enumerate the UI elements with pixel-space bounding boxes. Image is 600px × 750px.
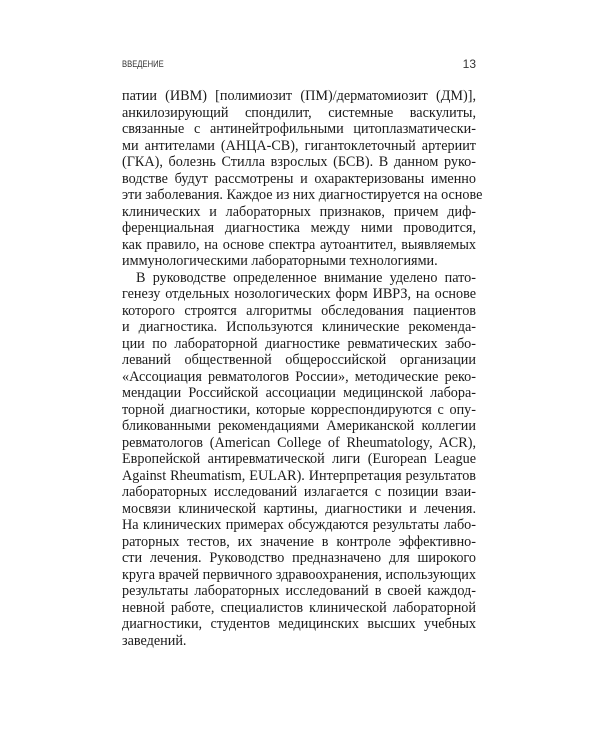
text-line: патии (ИВМ) [полимиозит (ПМ)/дерматомиозит (ДМ)], [122,88,476,104]
text-line: круга врачей первичного здравоохранения, использующих [122,566,476,583]
text-line: В руководстве определенное внимание уделено пато- [136,269,476,286]
text-line: которого строятся алгоритмы обследования пациентов [122,302,476,319]
text-line: (ГКА), болезнь Стилла взрослых (БСВ). В данном руко- [122,154,476,170]
text-line: Европейской антиревматической лиги (European League [122,451,476,467]
text-line: как правило, на основе спектра аутоантител, выявляемых [122,236,476,253]
text-line: лабораторных исследований излагается с позиции взаи- [122,484,476,500]
page-number: 13 [462,57,476,71]
text-line: торной диагностики, которые корреспондируются с опу- [122,401,476,418]
text-line: ми антителами (АНЦА-СВ), гигантоклеточный артериит [122,137,476,154]
text-line: ревматологов (American College of Rheumatology, ACR), [122,434,476,451]
text-line: генезу отдельных нозологических форм ИВРЗ, на основе [122,286,476,302]
text-line: мендации Российской ассоциации медицинской лабора- [122,385,476,401]
text-line: клинических и лабораторных признаков, причем диф- [122,203,476,220]
text-line: заведений. [122,632,187,649]
text-line: эти заболевания. Каждое из них диагностируется на основе [122,187,483,203]
text-line: раторных тестов, их значение в контроле эффективно- [122,533,476,550]
running-head: ВВЕДЕНИЕ [122,59,164,69]
text-line: невной работе, специалистов клинической лабораторной [122,599,476,616]
text-line: бликованными рекомендациями Американской коллегии [122,418,476,434]
text-line: «Ассоциация ревматологов России», методические реко- [122,368,476,385]
body-text [122,88,483,649]
text-line: леваний общественной общероссийской организации [122,352,476,368]
text-line: ции по лабораторной диагностике ревматических забо- [122,335,476,352]
text-line: сти лечения. Руководство предназначено для широкого [122,550,476,566]
text-line: и диагностика. Используются клинические рекоменда- [122,319,476,335]
text-line: На клинических примерах обсуждаются результаты лабо- [122,517,476,533]
text-line: диагностики, студентов медицинских высших учебных [122,616,476,632]
text-line: анкилозирующий спондилит, системные васкулиты, [122,104,476,121]
text-line: результаты лабораторных исследований в своей каждод- [122,583,476,599]
text-line: связанные с антинейтрофильными цитоплазматически- [122,121,476,137]
text-line: водстве будут рассмотрены и охарактеризованы именно [122,170,476,187]
text-line: мосвязи клинической картины, диагностики и лечения. [122,500,476,517]
text-line: ференциальная диагностика между ними проводится, [122,220,476,236]
text-line: Against Rheumatism, EULAR). Интерпретация результатов [122,467,476,484]
paragraph-2 [122,270,476,650]
text-line: иммунологическими лабораторными технологиями. [122,253,438,269]
paragraph-1 [122,88,483,270]
